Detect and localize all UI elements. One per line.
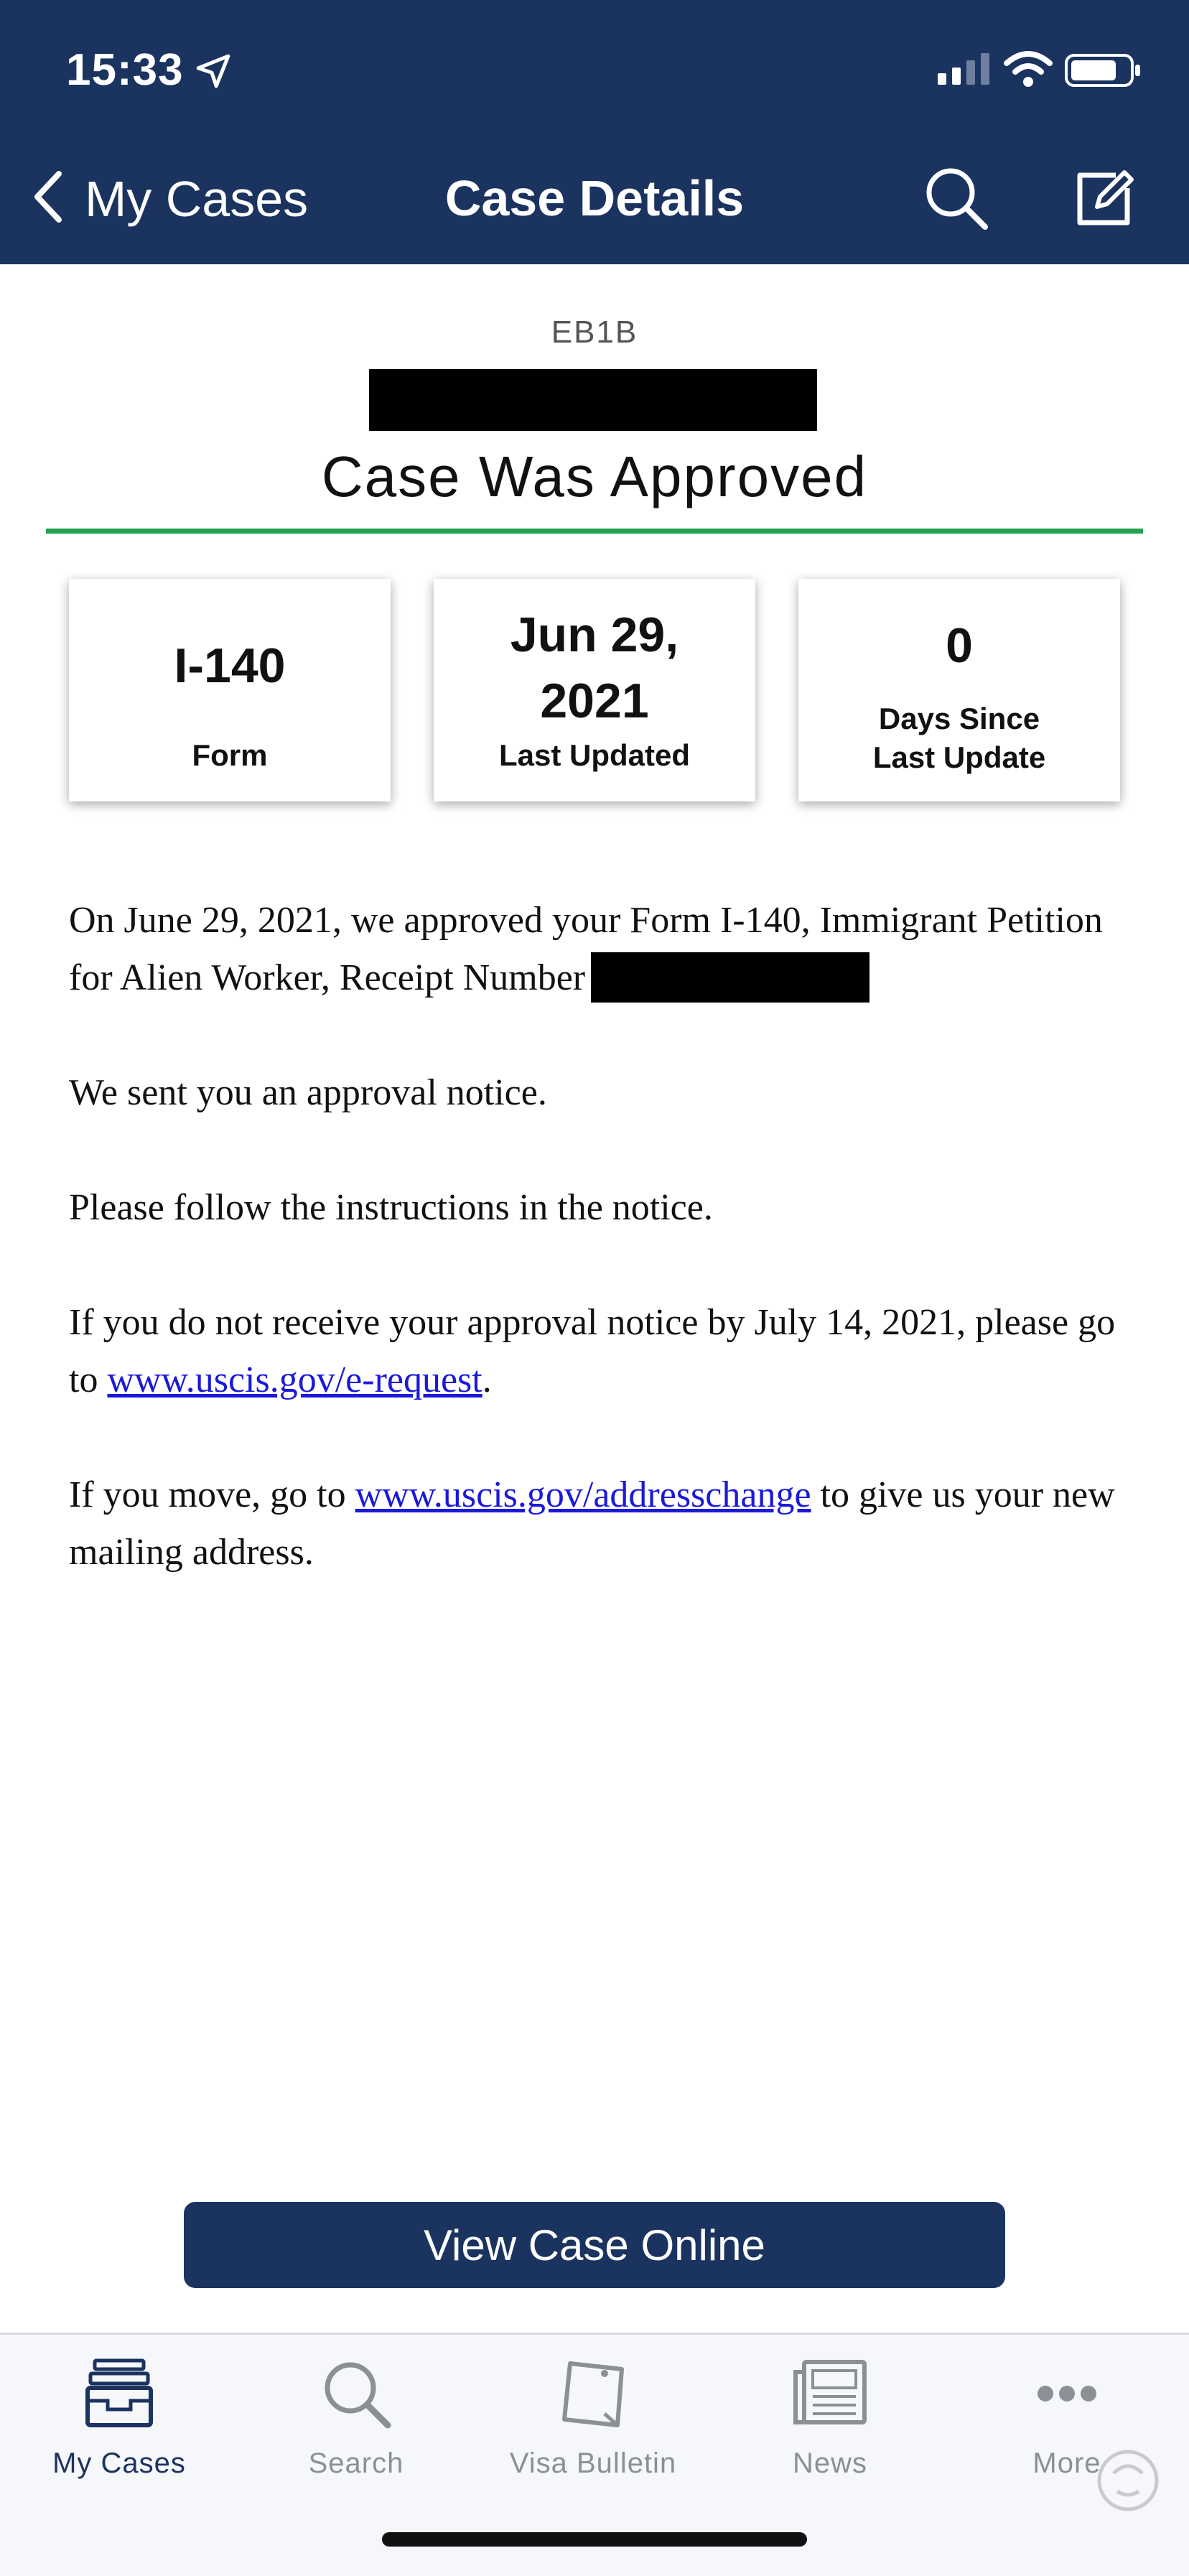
instructions-text: Please follow the instructions in the notice.: [69, 1187, 713, 1228]
app-header: [0, 0, 1189, 264]
e-request-link[interactable]: www.uscis.gov/e-request: [107, 1359, 482, 1400]
days-since-card: [798, 579, 1120, 801]
signal-icon: [936, 50, 994, 90]
days-since-label: Days Since Last Update: [872, 702, 1046, 774]
newspaper-icon: [793, 2422, 867, 2434]
address-change-link[interactable]: www.uscis.gov/addresschange: [355, 1474, 811, 1515]
e-request-text: If you do not receive your approval notice by July 14, 2021, please go to: [69, 1302, 1116, 1400]
tab-label-visa-bulletin: Visa Bulletin: [509, 2447, 677, 2479]
last-updated-card: [434, 579, 755, 801]
redacted-receipt-number: [591, 952, 869, 1003]
notice-sent-text: We sent you an approval notice.: [69, 1072, 547, 1113]
tab-my-cases[interactable]: [11, 2356, 227, 2480]
approval-paragraph: [69, 892, 1132, 1007]
home-indicator: [382, 2532, 807, 2547]
search-icon: [319, 2422, 393, 2434]
form-value: I-140: [174, 638, 286, 693]
days-since-value: 0: [946, 618, 973, 673]
address-change-text-end: to give us your new mailing address.: [69, 1474, 1115, 1573]
approval-text: On June 29, 2021, we approved your Form I-140, Immigrant Petition for Alien Worker, Receipt Number: [69, 900, 1103, 998]
search-icon[interactable]: [922, 164, 991, 236]
last-updated-label: Last Updated: [498, 738, 691, 772]
form-label: Form: [192, 738, 268, 772]
tab-label-news: News: [792, 2447, 868, 2479]
tab-news[interactable]: [722, 2356, 938, 2480]
battery-icon: [1064, 53, 1143, 91]
tab-visa-bulletin[interactable]: [485, 2356, 701, 2480]
watermark-logo-icon: [1088, 2441, 1167, 2524]
status-time: 15:33: [66, 45, 184, 95]
note-icon: [556, 2422, 630, 2434]
location-arrow-icon: [195, 53, 231, 93]
status-divider: [46, 529, 1143, 534]
visa-category: EB1B: [551, 315, 638, 350]
address-change-paragraph: [69, 1466, 1132, 1581]
tab-label-my-cases: My Cases: [52, 2447, 186, 2479]
view-case-online-button[interactable]: View Case Online: [184, 2202, 1005, 2288]
more-icon: [1030, 2422, 1104, 2434]
wifi-icon: [1004, 49, 1053, 91]
back-label: My Cases: [85, 170, 309, 227]
inbox-icon: [82, 2422, 157, 2434]
case-status-title: Case Was Approved: [321, 445, 868, 508]
address-change-text: If you move, go to: [69, 1474, 355, 1515]
e-request-period: .: [482, 1359, 492, 1400]
last-updated-value: Jun 29, 2021: [510, 608, 679, 728]
tab-label-search: Search: [308, 2447, 404, 2479]
redacted-receipt: [369, 369, 817, 431]
tab-search[interactable]: [248, 2356, 464, 2480]
page-title: Case Details: [444, 170, 745, 226]
tab-label-more: More: [1032, 2447, 1101, 2479]
form-card: [69, 579, 391, 801]
edit-icon[interactable]: [1073, 167, 1136, 233]
e-request-paragraph: [69, 1294, 1132, 1409]
